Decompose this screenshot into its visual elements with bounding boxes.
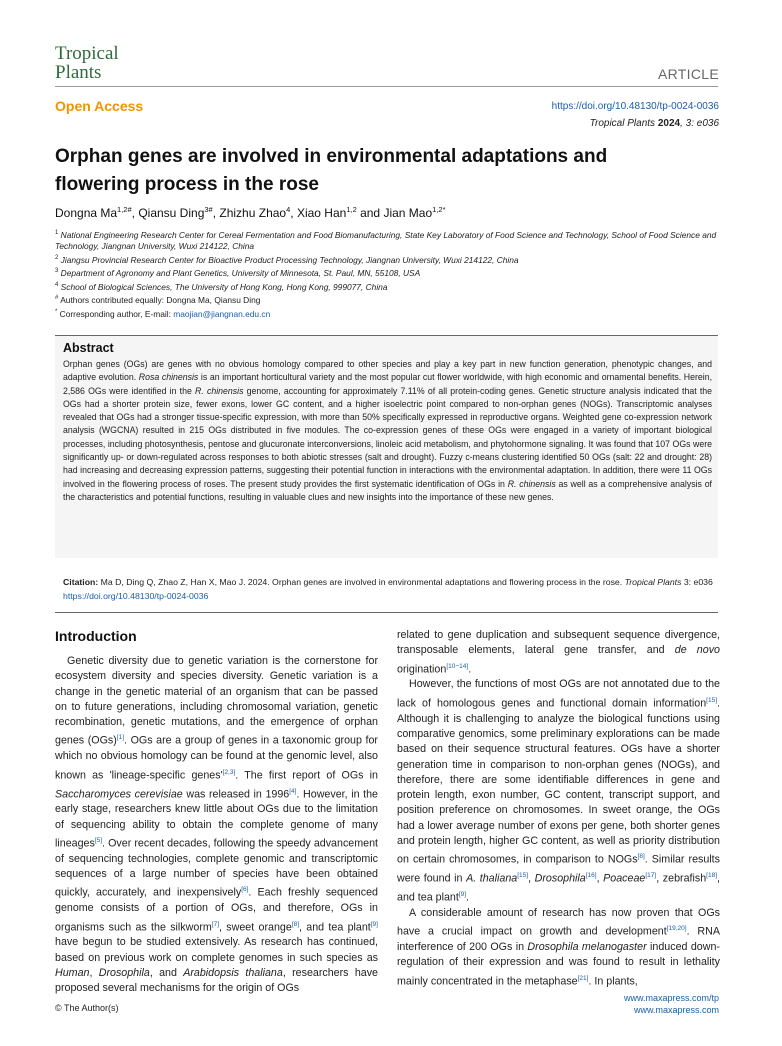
journal-logo-line1: Tropical — [55, 43, 119, 64]
journal-logo — [55, 44, 119, 82]
corresponding-email-link[interactable]: maojian@jiangnan.edu.cn — [173, 308, 271, 319]
author-affil: 1,2 — [346, 205, 357, 214]
affiliation-text: School of Biological Sciences, The University of Hong Kong, Hong Kong, 999077, China — [60, 281, 388, 292]
affiliation-number: 4 — [55, 281, 59, 288]
author-name: Zhizhu Zhao — [219, 206, 287, 220]
body-column-right — [397, 628, 720, 989]
abstract-heading: Abstract — [63, 341, 114, 355]
author-list: Dongna $Ma^{1,2\#}$, Qiansu Ding$^{3\#}$, Zhizhu Zhao$^4$, Xiao Han$^{1,2}$ and Jian Mao$^{1,2*}$ — [55, 205, 446, 220]
author-name: Xiao Han — [296, 206, 347, 220]
journal-logo-line2: Plants — [55, 62, 102, 83]
publisher-url-link[interactable]: www.maxapress.com — [633, 1005, 719, 1015]
abstract-segment: genome, accounting for approximately 7.11% of all protein-coding genes. Genetic structure analysis indicated that the OGs had a shorter protein size, fewer exons, lower GC content, and a higher isoelectric point compared to non-orphan genes (NOGs). Transcriptomic analyses revealed that OGs had a stronger tissue-specific expression, with more than 50% specifically expressed in reproductive organs. Weighted gene co-expression network analysis (WGCNA) resulted in 215 OGs distributed in five modules. The co-expression genes of these OGs were engaged in a variety of important biological processes, including photosynthesis, pentose and glucuronate interconversions, linoleic acid metabolism, and phytohormone signaling. It was found that 107 OGs were significantly up- or down-regulated across responses to both abiotic stresses (salt and drought). Fuzzy c-means clustering identified 50 OGs (salt: 22 and drought: 28) had increasing and decreasing expression patterns, suggesting their potential function in interactions with the environmental adaptation. In addition, there were 11 OGs involved in the flowering process of roses. The present study provides the first systematic identification of OGs in — [63, 385, 712, 489]
affiliation-item — [55, 266, 725, 279]
section-heading-introduction: Introduction — [55, 628, 137, 644]
author-name: Jian Mao — [383, 206, 433, 220]
body-column-left — [55, 654, 378, 997]
journal-ref-year: 2024 — [657, 118, 681, 129]
species-name: R. chinensis — [195, 385, 244, 396]
body-paragraph: Genetic diversity due to genetic variation is the cornerstone for ecosystem diversity and species diversity. Genetic variation is a change in the genetic material of an organism that can be passed on to future generations, including chromosomal variation, genetic recombination, genetic mutations, and the emergence of orphan genes (OGs)[1]. OGs are a group of genes in a taxonomic group for which no obvious homology can be found at the genomic level, also known as 'lineage-specific genes'[2,3]. The first report of OGs in Saccharomyces cerevisiae was released in 1996[4]. However, in the early stage, researchers knew little about OGs due to the limitation of sequencing ability to obtain the complete genome of many lineages[5]. Over recent decades, following the speedy advancement of sequencing technologies, complete genomic and transcriptomic sequences of a large number of species have been obtained quickly, accurately, and inexpensively[6]. Each freshly sequenced genome consists of a portion of OGs, and therefore, OGs in organisms such as the silkworm[7], sweet orange[8], and tea plant[9] have begun to be studied extensively. As research has continued, based on previous work on complete genomes in such species as Human, Drosophila, and Arabidopsis thaliana, researchers have proposed several mechanisms for the origin of OGs — [55, 655, 378, 995]
abstract-segment: as well as a comprehensive analysis of the characteristics and potential functions, resulting in valuable clues and new insights into the importance of these new genes. — [63, 478, 712, 502]
affiliation-text: Jiangsu Provincial Research Center for Bioactive Product Processing Technology, Jiangnan University, Wuxi 214122, China — [60, 254, 519, 265]
affiliation-item — [55, 253, 725, 266]
paper-title: Orphan genes are involved in environmental adaptations and flowering process in the rose — [55, 146, 608, 195]
author-affil: 1,2* — [432, 205, 446, 214]
species-name: R. chinensis — [507, 478, 556, 489]
equal-contribution-text: Authors contributed equally: Dongna Ma, Qiansu Ding — [60, 294, 261, 305]
author-name: Dongna Ma — [55, 206, 118, 220]
doi-link[interactable]: https://doi.org/10.48130/tp-0024-0036 — [551, 101, 719, 112]
species-name: Rosa chinensis — [138, 372, 199, 383]
author-name: Qiansu Ding — [138, 206, 205, 220]
citation — [63, 576, 718, 603]
affiliation-item — [55, 280, 725, 293]
article-type: ARTICLE — [658, 66, 719, 82]
affiliations — [55, 228, 725, 320]
citation-journal: Tropical Plants — [624, 577, 682, 587]
author-affil: 4 — [286, 205, 291, 214]
affiliation-number: 2 — [55, 254, 59, 261]
abstract-segment: Orphan genes (OGs) are genes with no obvious homology compared to other species and play a key part in new function generation, phenotypic changes, and adaptive evolution. — [63, 359, 712, 383]
affiliation-number: 3 — [55, 268, 59, 275]
journal-reference — [590, 118, 719, 129]
body-paragraph: related to gene duplication and subsequent sequence divergence, transposable elements, lateral gene transfer, and de novo origination[10−14]. — [397, 629, 720, 676]
affiliation-text: National Engineering Research Center for Cereal Fermentation and Food Biomanufacturing, State Key Laboratory of Food Science and Technology, School of Food Science and Technology, Jiangnan University, Wuxi 214122, China — [55, 229, 717, 252]
citation-doi-link[interactable]: https://doi.org/10.48130/tp-0024-0036 — [63, 590, 209, 601]
header-divider — [55, 86, 718, 87]
copyright-notice: © The Author(s) — [55, 1003, 119, 1013]
citation-volume: 3: e036 — [681, 577, 713, 587]
equal-contribution-note: # Authors contributed equally: Dongna Ma, Qiansu Ding — [55, 294, 261, 305]
journal-ref-name: Tropical Plants — [589, 118, 656, 129]
abstract-segment: is an important horticultural variety and the most popular cut flower worldwide, with high economic and ornamental benefits. Herein, 2,586 OGs were identified in the — [63, 372, 713, 396]
body-paragraph: A considerable amount of research has now proven that OGs have a crucial impact on growth and development[19,20]. RNA interference of 200 OGs in Drosophila melanogaster induced down-regulation of their expression and was found to result in lethality mainly concentrated in the metaphase[21]. In plants, — [397, 906, 720, 988]
section-divider — [55, 612, 718, 613]
abstract-text — [63, 358, 712, 504]
citation-text: Ma D, Ding Q, Zhao Z, Han X, Mao J. 2024. Orphan genes are involved in environmental adaptations and flowering process in the rose. — [98, 577, 625, 587]
citation-label: Citation: — [63, 577, 99, 587]
body-paragraph: However, the functions of most OGs are not annotated due to the lack of homologous genes and functional domain information[15]. Although it is challenging to analyze the biological functions using comparative genomics, some preliminary explorations can be made based on their sequence structural features. OGs have a shorter generation time in comparison to non-orphan genes (NOGs), and therefore, there are some identifiable differences in gene and protein length, exon number, GC content, transcript support, and position preference on chromosomes. In sweet orange, the OGs had a lower average number of exons per gene, both shorter genes and protein length, higher GC content, as well as priority distribution on certain chromosomes, in comparison to NOGs[8]. Similar results were found in A. thaliana[15], Drosophila[16], Poaceae[17], zebrafish[18], and tea plant[9]. — [397, 678, 720, 904]
author-affil: 3# — [204, 205, 213, 214]
affiliation-number: 1 — [55, 230, 59, 236]
footer-links — [624, 992, 719, 1016]
journal-url-link[interactable]: www.maxapress.com/tp — [623, 993, 719, 1003]
author-affil: 1,2# — [117, 205, 132, 214]
corresponding-label: Corresponding author, E-mail: — [59, 308, 174, 319]
open-access-badge: Open Access — [55, 98, 144, 114]
affiliation-text: Department of Agronomy and Plant Genetics, University of Minnesota, St. Paul, MN, 55108, USA — [60, 268, 421, 279]
corresponding-author-note: * Corresponding author, E-mail: maojian@jiangnan.edu.cn — [55, 308, 271, 319]
affiliation-item — [55, 228, 725, 253]
journal-ref-issue: , 3: e036 — [680, 118, 719, 129]
